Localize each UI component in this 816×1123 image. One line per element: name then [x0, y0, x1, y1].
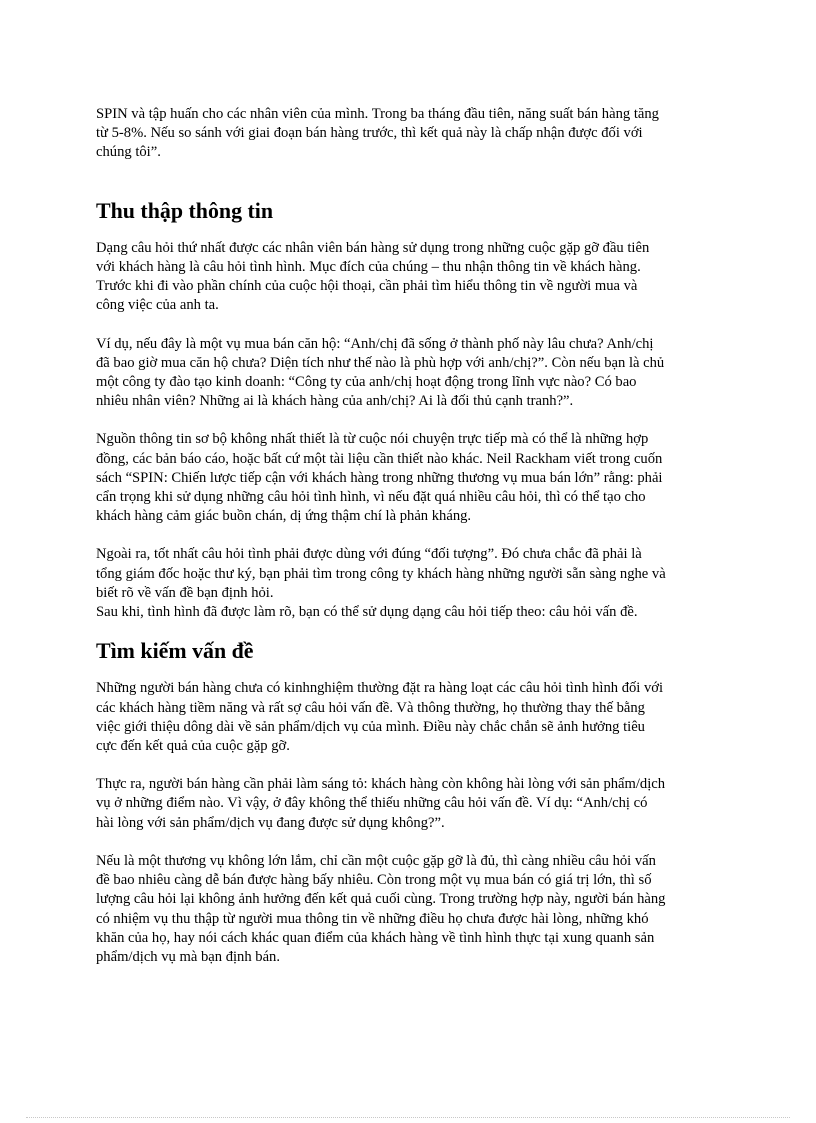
page-bottom-border	[26, 1117, 790, 1118]
section-heading: Tìm kiếm vấn đề	[96, 638, 254, 664]
intro-paragraph: SPIN và tập huấn cho các nhân viên của mình. Trong ba tháng đầu tiên, năng suất bán hàng tăng từ 5-8%. Nếu so sánh với giai đoạn bán hàng trước, thì kết quả này là chấp nhận được đối với chúng tôi”.	[96, 106, 659, 161]
section-heading: Thu thập thông tin	[96, 197, 274, 223]
paragraph: Dạng câu hỏi thứ nhất được các nhân viên bán hàng sử dụng trong những cuộc gặp gỡ đầu tiên với khách hàng là câu hỏi tình hình. Mục đích của chúng – thu nhận thông tin về khách hàng. Trước khi đi vào phần chính của cuộc hội thoại, cần phải tìm hiểu thông tin về người mua và công việc của anh ta.	[96, 239, 650, 314]
paragraph: Ngoài ra, tốt nhất câu hỏi tình phải được dùng với đúng “đối tượng”. Đó chưa chắc đã phải là tổng giám đốc hoặc thư ký, bạn phải tìm trong công ty khách hàng những người sẵn sàng nghe và biết rõ về vấn đề bạn định hỏi.	[96, 546, 666, 601]
paragraph: Sau khi, tình hình đã được làm rõ, bạn có thể sử dụng dạng câu hỏi tiếp theo: câu hỏi vấn đề.	[96, 604, 638, 621]
paragraph: Những người bán hàng chưa có kinhnghiệm thường đặt ra hàng loạt các câu hỏi tình hình đối với các khách hàng tiềm năng và rất sợ câu hỏi vấn đề. Và thông thường, họ thường thay thế bằng việc giới thiệu dông dài về sản phẩm/dịch vụ của mình. Điều này chắc chắn sẽ ảnh hưởng tiêu cực đến kết quả của cuộc gặp gỡ.	[96, 680, 664, 755]
page-content	[96, 105, 722, 967]
paragraph: Ví dụ, nếu đây là một vụ mua bán căn hộ: “Anh/chị đã sống ở thành phố này lâu chưa? Anh/chị đã bao giờ mua căn hộ chưa? Diện tích như thế nào là phù hợp với anh/chị?”. Còn nếu bạn là chủ một công ty đào tạo kinh doanh: “Công ty của anh/chị hoạt động trong lĩnh vực nào? Có bao nhiêu nhân viên? Những ai là khách hàng của anh/chị? Ai là đối thủ cạnh tranh?”.	[96, 335, 665, 410]
paragraph: Nguồn thông tin sơ bộ không nhất thiết là từ cuộc nói chuyện trực tiếp mà có thể là những hợp đồng, các bản báo cáo, hoặc bất cứ một tài liệu cần thiết nào khác. Neil Rackham viết trong cuốn sách “SPIN: Chiến lược tiếp cận với khách hàng trong những thương vụ mua bán lớn” rằng: phải cẩn trọng khi sử dụng những câu hỏi tình hình, vì nếu đặt quá nhiều câu hỏi, thì có thể tạo cho khách hàng cảm giác buồn chán, dị ứng thậm chí là phản kháng.	[96, 431, 663, 525]
paragraph: Nếu là một thương vụ không lớn lắm, chỉ cần một cuộc gặp gỡ là đủ, thì càng nhiều câu hỏi vấn đề bao nhiêu càng dễ bán được hàng bấy nhiêu. Còn trong một vụ mua bán có giá trị lớn, thì số lượng câu hỏi lại không ảnh hưởng đến kết quả cuối cùng. Trong trường hợp này, người bán hàng có nhiệm vụ thu thập từ người mua thông tin về những điều họ chưa được hài lòng, những khó khăn của họ, hay nói cách khác quan điểm của khách hàng về tình hình thực tại xung quanh sản phẩm/dịch vụ mà bạn định bán.	[96, 852, 666, 965]
paragraph: Thực ra, người bán hàng cần phải làm sáng tỏ: khách hàng còn không hài lòng với sản phẩm/dịch vụ ở những điểm nào. Vì vậy, ở đây không thể thiếu những câu hỏi vấn đề. Ví dụ: “Anh/chị có hài lòng với sản phẩm/dịch vụ đang được sử dụng không?”.	[96, 776, 666, 831]
